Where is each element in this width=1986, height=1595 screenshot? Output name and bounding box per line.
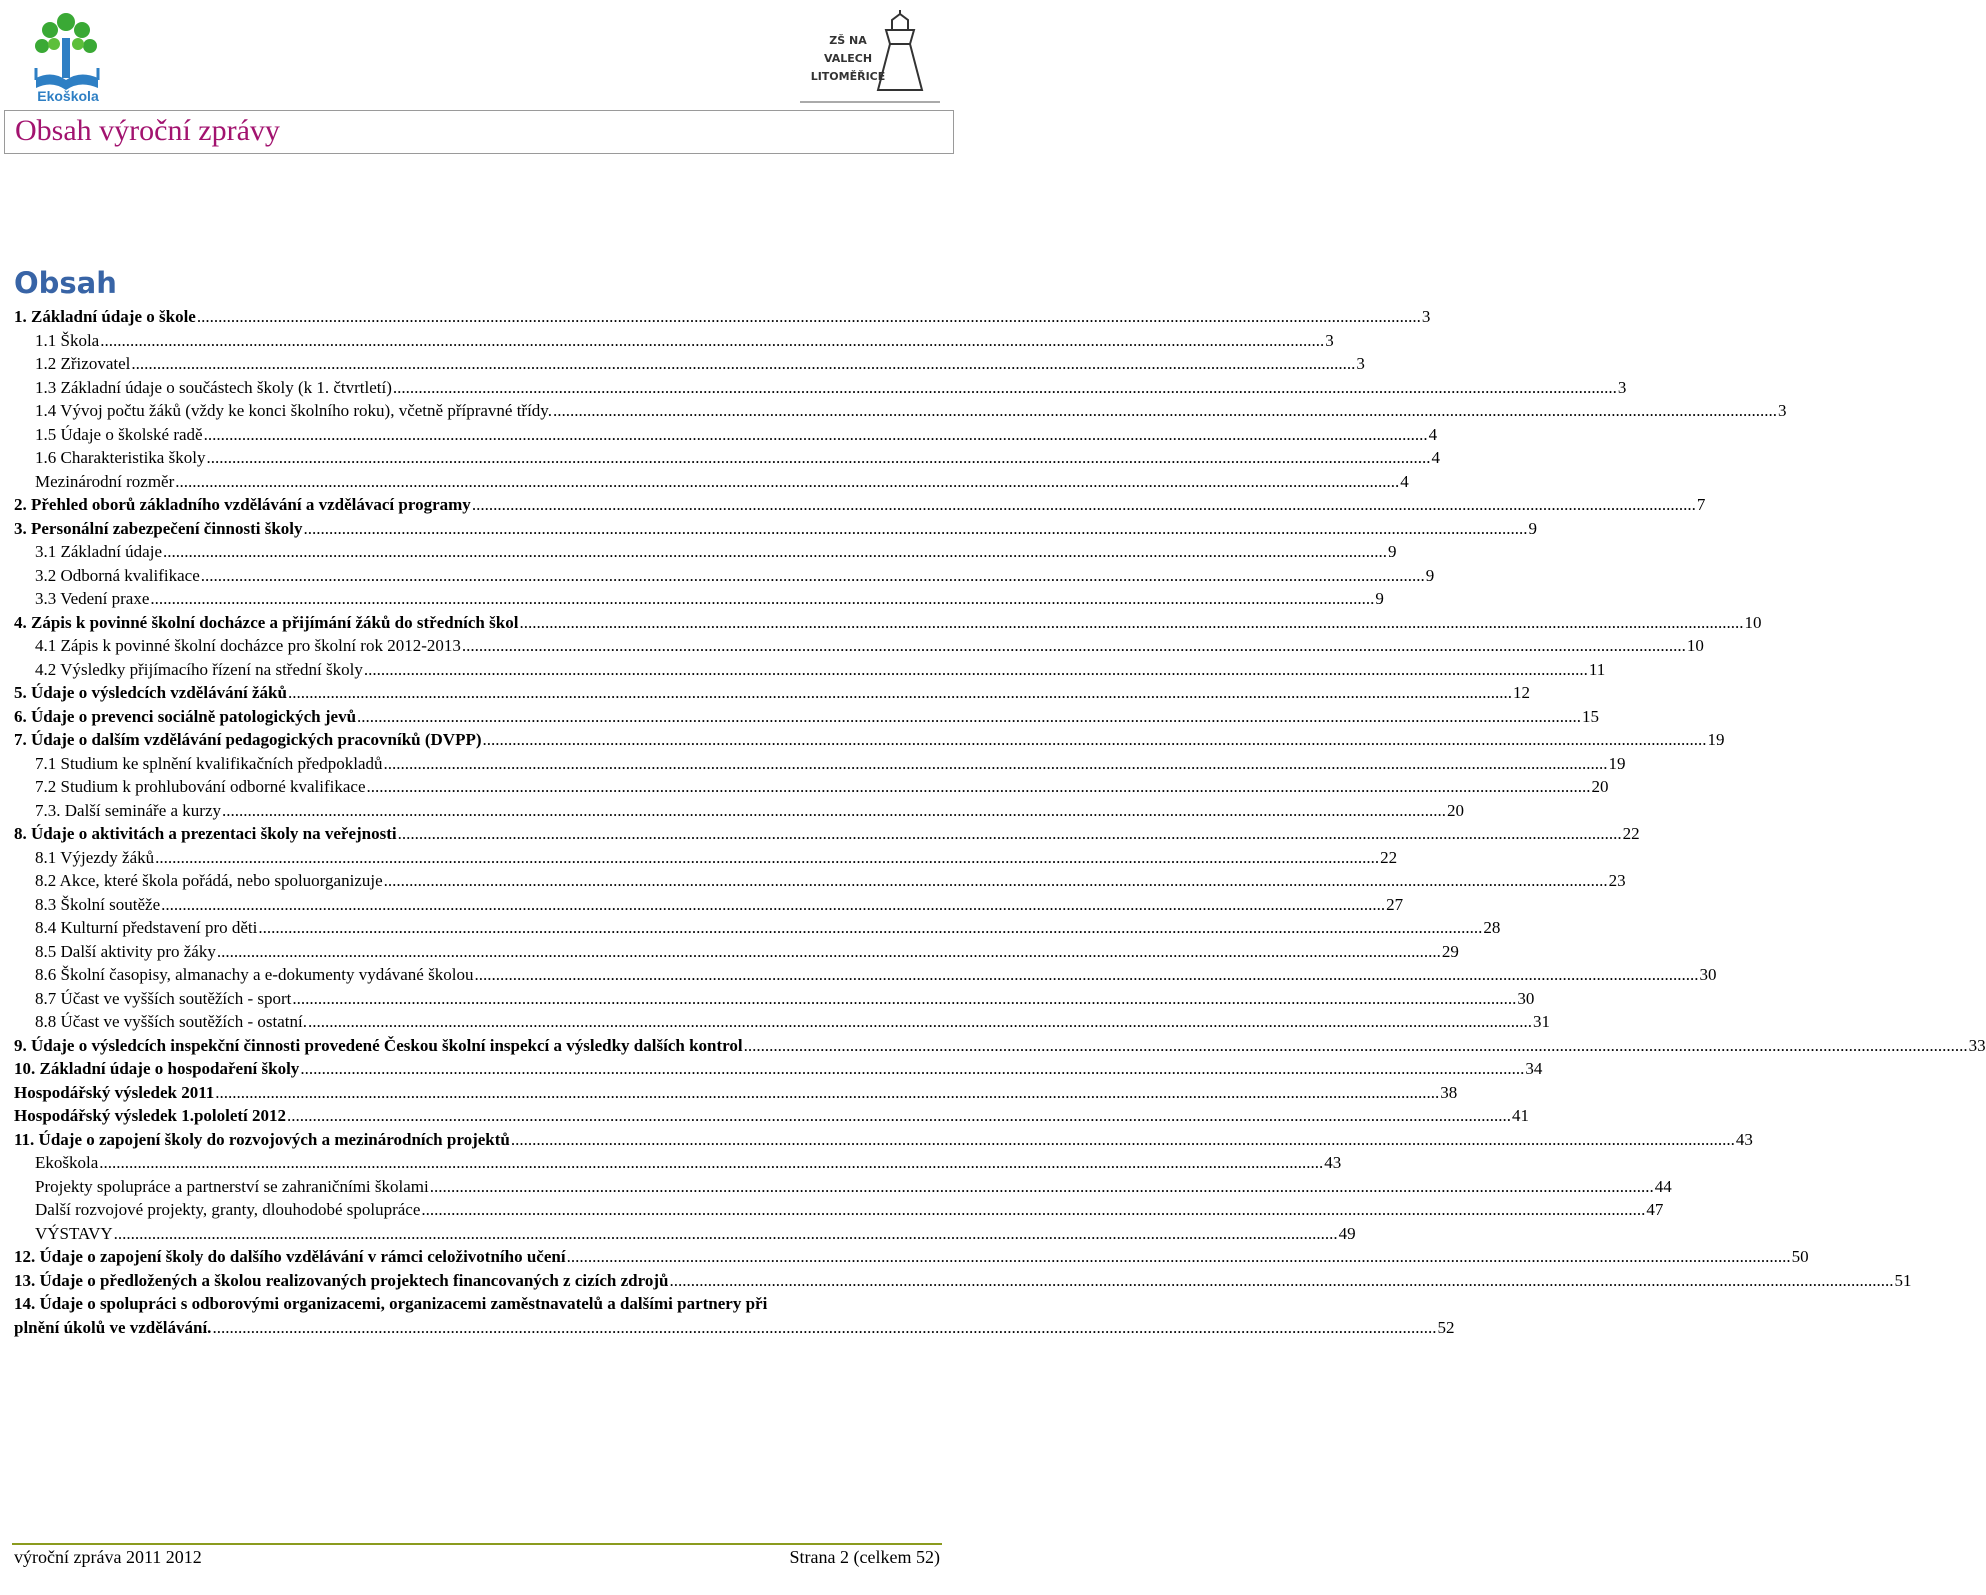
toc-entry-title: Ekoškola [35,1153,99,1172]
toc-entry-title: 13. Údaje o předložených a školou realizovaných projektech financovaných z cizích zdrojů [14,1270,669,1290]
footer-page-number: Strana 2 (celkem 52) [789,1547,940,1567]
toc-entry-page: 3 [1777,401,1787,420]
report-title-box [4,110,954,154]
toc-entry-title: 7. Údaje o dalším vzdělávání pedagogických pracovníků (DVPP) [14,730,482,749]
toc-entry-title: 7.3. Další semináře a kurzy [35,800,221,820]
toc-leader-dots [197,305,1421,329]
toc-entry-title: 4.2 Výsledky přijímacího řízení na střední školy [35,659,363,679]
toc-leader-dots [357,705,1581,729]
toc-leader-dots [511,1128,1735,1152]
toc-entry-title: 8.8 Účast ve vyšších soutěžích - ostatní. [35,1012,307,1031]
toc-entry-title: Hospodářský výsledek 1.pololetí 2012 [14,1106,287,1125]
ekoskola-logo [28,8,108,108]
toc-entry-page: 28 [1483,918,1501,937]
toc-entry-page: 20 [1447,800,1464,820]
table-of-contents [14,305,1986,1339]
ekoskola-logo-text: Ekoškola [37,88,99,104]
toc-entry-title: 4.1 Zápis k povinné školní docházce pro školní rok 2012-2013 [35,636,461,655]
toc-leader-dots [100,329,1324,353]
toc-entry-page: 47 [1646,1200,1664,1219]
toc-entry-page: 31 [1532,1012,1550,1031]
toc-entry-page: 3 [1617,377,1627,397]
toc-entry[interactable] [14,1057,1543,1081]
toc-entry[interactable] [14,1175,1672,1199]
toc-leader-dots [161,893,1385,917]
toc-entry-title: 9. Údaje o výsledcích inspekční činnosti provedené Českou školní inspekcí a výsledky dalších kontrol [14,1035,743,1055]
toc-entry-title: 11. Údaje o zapojení školy do rozvojových a mezinárodních projektů [14,1129,510,1149]
toc-entry[interactable] [14,329,1334,353]
toc-leader-dots [201,564,1425,588]
toc-entry-title: 3.3 Vedení praxe [35,589,150,608]
toc-entry[interactable] [14,1292,1455,1339]
toc-entry-page: 30 [1517,988,1535,1008]
toc-entry[interactable] [14,822,1640,846]
toc-entry-title: 1. Základní údaje o škole [14,307,196,326]
toc-entry-title: 1.6 Charakteristika školy [35,448,206,467]
toc-leader-dots [99,1151,1323,1175]
toc-entry-page: 44 [1654,1176,1672,1196]
toc-entry-title: 8.1 Výjezdy žáků [35,847,155,867]
toc-entry-page: 43 [1324,1153,1342,1172]
toc-entry-title: 3. Personální zabezpečení činnosti školy [14,518,303,538]
toc-entry-page: 22 [1380,847,1398,867]
toc-entry-page: 3 [1356,354,1365,373]
toc-entry-continuation [14,1316,1455,1340]
toc-entry[interactable] [14,376,1627,400]
toc-entry-page: 3 [1325,330,1334,350]
toc-entry-page: 19 [1608,753,1626,773]
toc-leader-dots [393,376,1617,400]
toc-entry-page: 41 [1512,1106,1530,1125]
toc-entry[interactable] [14,352,1365,376]
toc-entry-page: 3 [1421,307,1431,326]
toc-entry-page: 15 [1582,706,1600,726]
toc-leader-dots [150,587,1374,611]
toc-entry[interactable] [14,564,1435,588]
toc-leader-dots [163,540,1387,564]
toc-entry-page: 22 [1622,824,1640,843]
toc-entry[interactable] [14,705,1600,729]
toc-entry[interactable] [14,470,1409,494]
toc-entry-title: 3.1 Základní údaje [35,542,162,561]
toc-entry[interactable] [14,540,1397,564]
toc-entry-page: 10 [1686,636,1704,655]
toc-entry-page: 7 [1696,495,1706,514]
toc-entry[interactable] [14,728,1725,752]
toc-entry-title: 8. Údaje o aktivitách a prezentaci školy na veřejnosti [14,824,397,843]
toc-leader-dots [212,1316,1436,1340]
toc-entry-title: Hospodářský výsledek 2011 [14,1082,215,1102]
toc-entry-title: Projekty spolupráce a partnerství se zahraničními školami [35,1176,429,1196]
toc-entry-title: VÝSTAVY [35,1223,113,1243]
toc-leader-dots [421,1198,1645,1222]
toc-entry-title: 8.4 Kulturní představení pro děti [35,918,258,937]
toc-entry-page: 50 [1791,1247,1809,1266]
toc-entry[interactable] [14,1128,1753,1152]
toc-entry-page: 34 [1525,1059,1543,1078]
toc-leader-dots [430,1175,1654,1199]
toc-entry-title-continued: plnění úkolů ve vzdělávání. [14,1317,212,1337]
toc-leader-dots [288,681,1512,705]
toc-entry[interactable] [14,1010,1550,1034]
toc-entry-title: 1.2 Zřizovatel [35,354,131,373]
toc-leader-dots [472,493,1696,517]
toc-entry-title: 1.5 Údaje o školské radě [35,424,203,444]
toc-leader-dots [222,799,1446,823]
toc-entry-page: 51 [1894,1270,1912,1290]
toc-leader-dots [114,1222,1338,1246]
toc-entry[interactable] [14,423,1438,447]
toc-entry-page: 29 [1441,941,1459,961]
toc-entry-page: 19 [1707,730,1725,749]
toc-entry[interactable] [14,611,1762,635]
toc-entry-page: 49 [1338,1223,1356,1243]
toc-entry-title: 1.3 Základní údaje o součástech školy (k 1. čtvrtletí) [35,377,392,397]
toc-entry[interactable] [14,775,1609,799]
toc-entry[interactable] [14,305,1431,329]
toc-entry[interactable] [14,846,1398,870]
toc-entry[interactable] [14,1151,1342,1175]
toc-entry[interactable] [14,1222,1356,1246]
toc-entry-title: 5. Údaje o výsledcích vzdělávání žáků [14,683,287,702]
toc-entry-page: 4 [1431,448,1440,467]
toc-entry-page: 23 [1608,871,1626,890]
toc-entry[interactable] [14,658,1606,682]
toc-entry-page: 12 [1512,683,1530,702]
toc-leader-dots [398,822,1622,846]
toc-entry-title: Mezinárodní rozměr [35,471,175,491]
footer-report-name: výroční zpráva 2011 2012 [14,1547,202,1567]
toc-entry-page: 33 [1968,1035,1986,1055]
toc-entry-page: 9 [1388,542,1397,561]
toc-entry-title: 1.4 Vývoj počtu žáků (vždy ke konci školního roku), včetně přípravné třídy. [35,401,552,420]
toc-entry[interactable] [14,987,1535,1011]
toc-entry-page: 4 [1400,471,1409,491]
toc-leader-dots [292,987,1516,1011]
toc-leader-dots [204,423,1428,447]
toc-entry-title: 8.5 Další aktivity pro žáky [35,941,216,961]
toc-leader-dots [258,916,1482,940]
toc-entry-page: 9 [1528,518,1538,538]
toc-leader-dots [155,846,1379,870]
toc-entry-title: 10. Základní údaje o hospodaření školy [14,1059,300,1078]
toc-entry[interactable] [14,752,1626,776]
toc-entry-title: 12. Údaje o zapojení školy do dalšího vzdělávání v rámci celoživotního učení [14,1247,566,1266]
toc-entry[interactable] [14,1198,1664,1222]
toc-entry[interactable] [14,1269,1912,1293]
toc-entry-title: 6. Údaje o prevenci sociálně patologických jevů [14,706,357,726]
toc-entry-page: 27 [1386,894,1404,914]
toc-entry[interactable] [14,799,1464,823]
toc-entry[interactable] [14,916,1501,940]
toc-leader-dots [131,352,1355,376]
toc-leader-dots [364,658,1588,682]
toc-leader-dots [304,517,1528,541]
toc-leader-dots [217,940,1441,964]
toc-entry[interactable] [14,869,1626,893]
toc-leader-dots [744,1034,1968,1058]
toc-entry-page: 9 [1375,589,1384,608]
toc-entry-page: 9 [1425,565,1435,585]
toc-leader-dots [567,1245,1791,1269]
toc-entry[interactable] [14,1034,1986,1058]
toc-entry-title: 8.7 Účast ve vyšších soutěžích - sport [35,988,292,1008]
toc-entry-page: 4 [1428,424,1438,444]
toc-entry-title: 8.6 Školní časopisy, almanachy a e-dokumenty vydávané školou [35,965,474,984]
toc-leader-dots [367,775,1591,799]
toc-entry-page: 43 [1735,1129,1753,1149]
footer-rule [12,1543,942,1545]
toc-entry-title: 2. Přehled oborů základního vzdělávání a vzdělávací programy [14,495,471,514]
toc-entry-page: 10 [1744,612,1762,632]
toc-entry-page: 52 [1437,1317,1455,1337]
toc-entry[interactable] [14,1104,1530,1128]
toc-entry-title: 7.1 Studium ke splnění kvalifikačních předpokladů [35,753,383,773]
toc-entry-page: 20 [1591,777,1609,796]
toc-leader-dots [300,1057,1524,1081]
toc-leader-dots [175,470,1399,494]
toc-entry[interactable] [14,940,1459,964]
toc-leader-dots [553,399,1777,423]
toc-entry[interactable] [14,1245,1809,1269]
toc-entry[interactable] [14,446,1440,470]
toc-entry-title: Další rozvojové projekty, granty, dlouhodobé spolupráce [35,1200,421,1219]
toc-leader-dots [384,752,1608,776]
toc-leader-dots [308,1010,1532,1034]
toc-leader-dots [519,611,1743,635]
toc-entry[interactable] [14,893,1404,917]
toc-entry[interactable] [14,587,1384,611]
toc-entry-title: 4. Zápis k povinné školní docházce a přijímání žáků do středních škol [14,612,519,632]
toc-entry[interactable] [14,634,1704,658]
school-logo-text: ZŠ NA VALECH LITOMĚŘICE [810,34,886,83]
toc-leader-dots [384,869,1608,893]
toc-heading: Obsah [14,266,117,300]
toc-entry[interactable] [14,399,1787,423]
toc-leader-dots [206,446,1430,470]
toc-leader-dots [483,728,1707,752]
toc-entry-page: 11 [1588,659,1606,679]
school-logo [800,10,940,108]
toc-entry-title: 3.2 Odborná kvalifikace [35,565,200,585]
toc-entry-title: 1.1 Škola [35,330,100,350]
report-title: Obsah výroční zprávy [15,114,280,147]
toc-entry-title: 8.3 Školní soutěže [35,894,161,914]
toc-leader-dots [474,963,1698,987]
toc-leader-dots [287,1104,1511,1128]
toc-entry-page: 38 [1440,1082,1458,1102]
toc-leader-dots [215,1081,1439,1105]
toc-entry[interactable] [14,681,1530,705]
toc-leader-dots [669,1269,1893,1293]
toc-entry-title: 8.2 Akce, které škola pořádá, nebo spoluorganizuje [35,871,383,890]
toc-entry[interactable] [14,1081,1458,1105]
toc-entry-title: 14. Údaje o spolupráci s odborovými organizacemi, organizacemi zaměstnavatelů a dalšími partnery při [14,1294,768,1313]
toc-entry[interactable] [14,517,1538,541]
toc-entry-page: 30 [1699,965,1717,984]
toc-entry[interactable] [14,963,1717,987]
toc-leader-dots [462,634,1686,658]
toc-entry-title: 7.2 Studium k prohlubování odborné kvalifikace [35,777,366,796]
toc-entry[interactable] [14,493,1706,517]
